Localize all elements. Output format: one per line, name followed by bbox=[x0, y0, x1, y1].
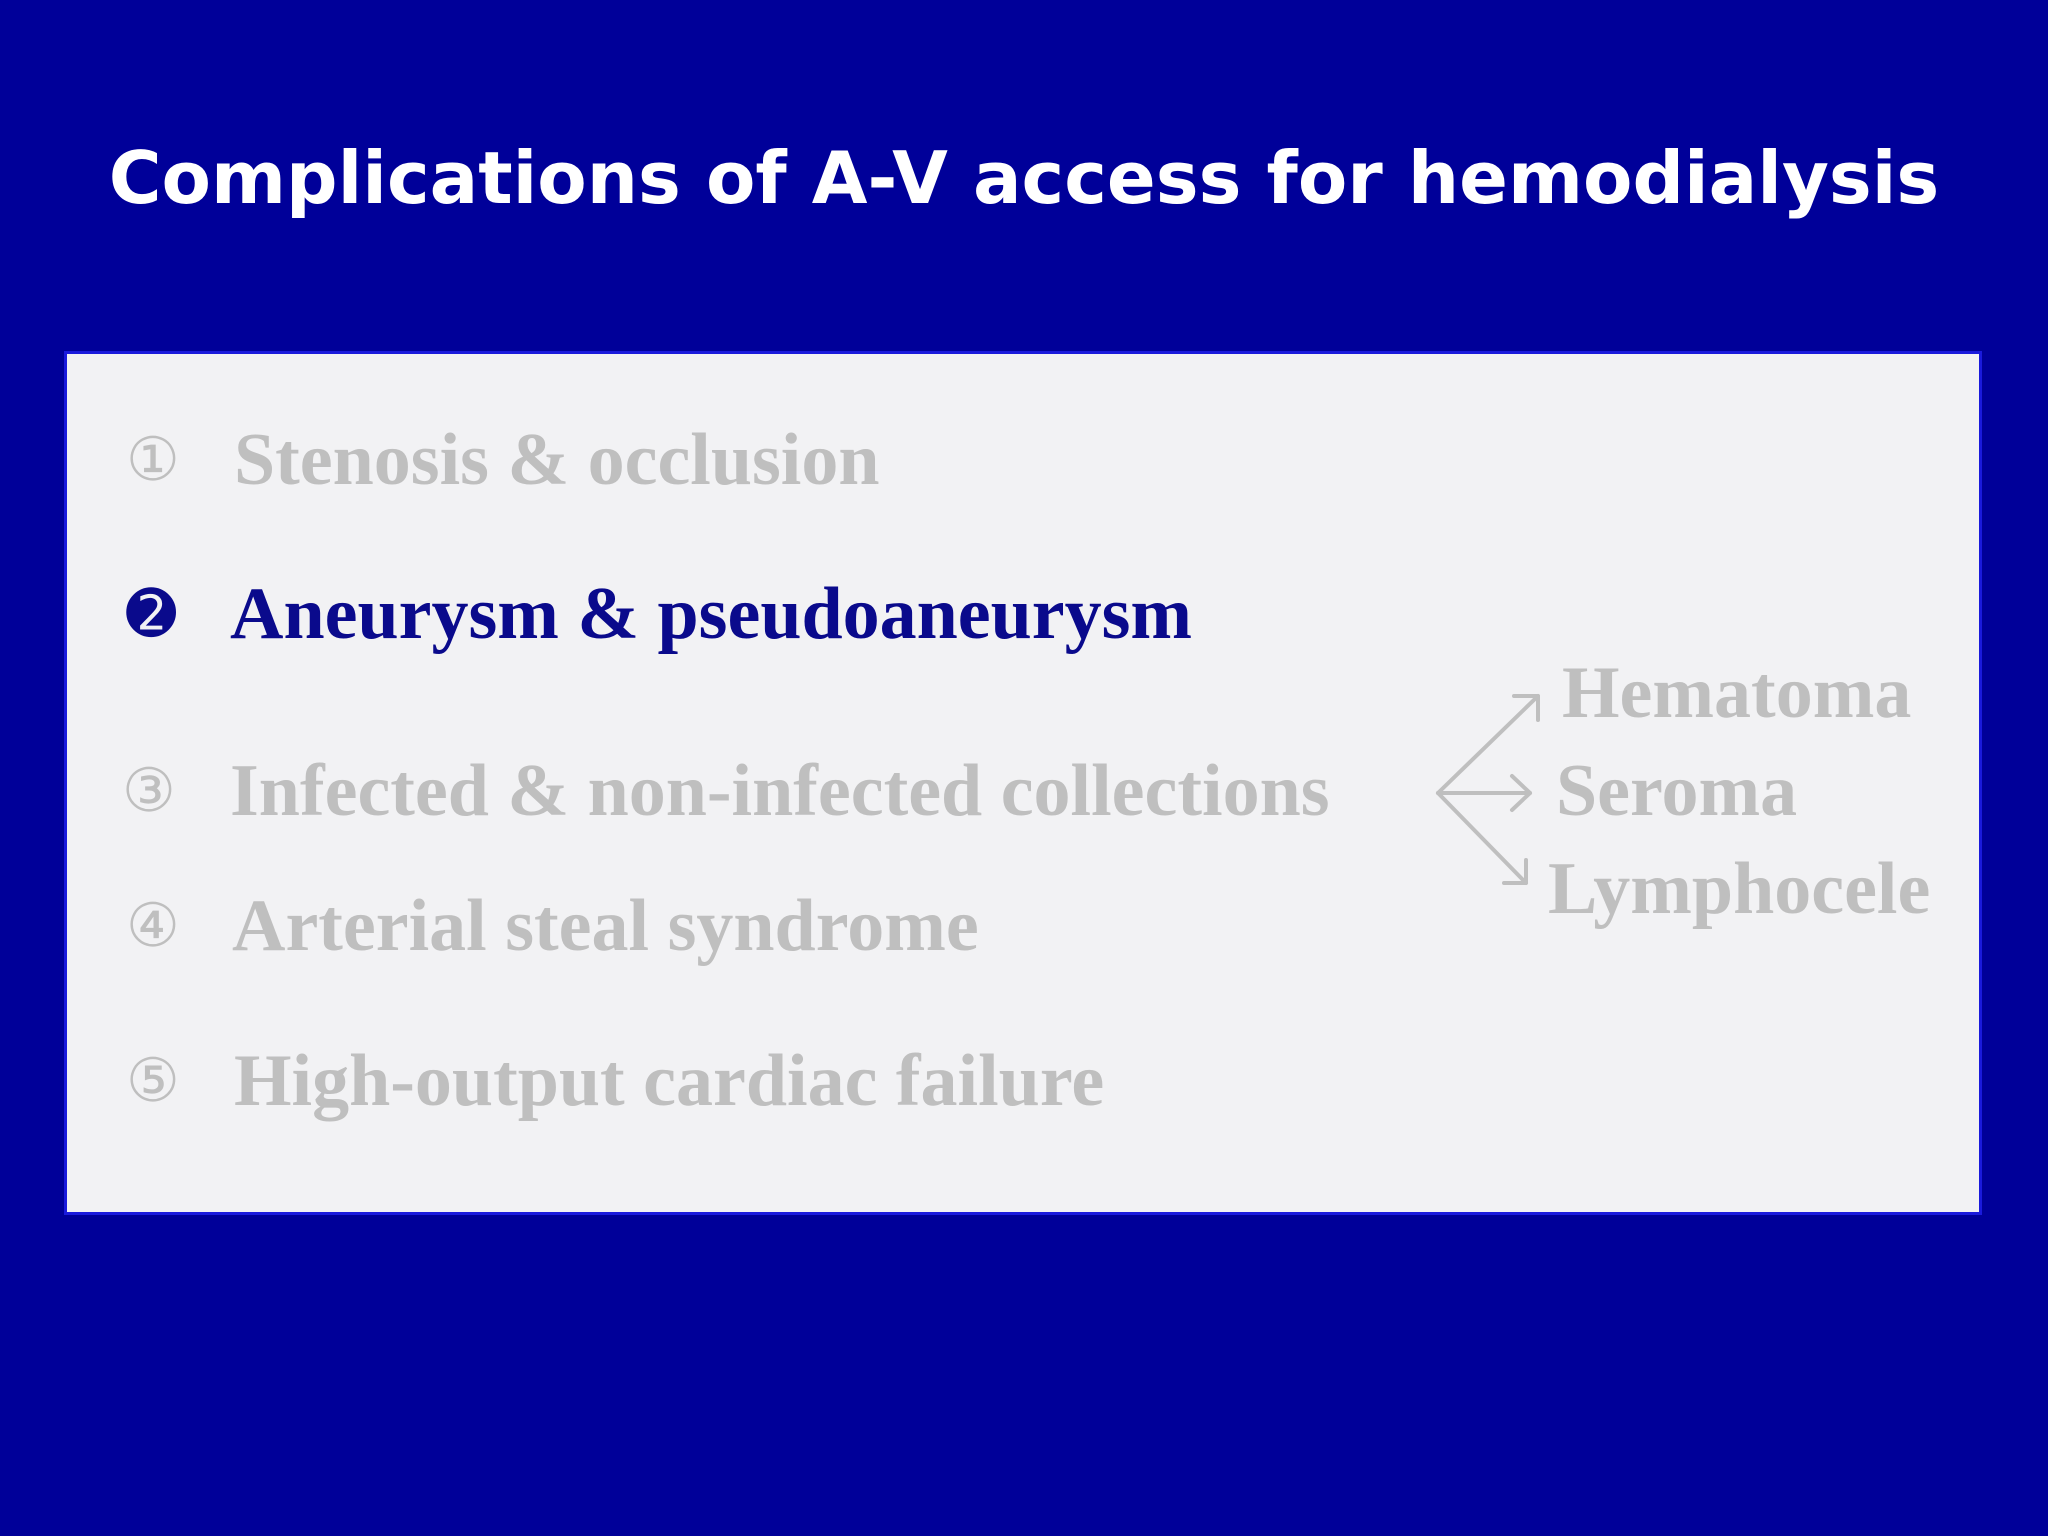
item-stenosis-occlusion: Stenosis & occlusion bbox=[234, 419, 880, 501]
subtype-lymphocele: Lymphocele bbox=[1548, 848, 1931, 930]
slide-title: Complications of A-V access for hemodialysis bbox=[108, 136, 1940, 220]
item-infected-collections: Infected & non-infected collections bbox=[230, 750, 1330, 832]
item-high-output-failure: High-output cardiac failure bbox=[234, 1040, 1105, 1122]
subtype-hematoma: Hematoma bbox=[1562, 652, 1912, 734]
item-number-3: ③ bbox=[122, 756, 176, 826]
item-number-4: ④ bbox=[126, 891, 180, 961]
item-arterial-steal: Arterial steal syndrome bbox=[232, 885, 979, 967]
item-number-5: ⑤ bbox=[126, 1046, 180, 1116]
item-number-1: ① bbox=[126, 425, 180, 495]
item-aneurysm-pseudoaneurysm: Aneurysm & pseudoaneurysm bbox=[230, 573, 1193, 655]
branch-arrows-icon bbox=[1420, 680, 1540, 900]
subtype-seroma: Seroma bbox=[1556, 750, 1798, 832]
item-number-2: ➋ bbox=[126, 579, 177, 649]
